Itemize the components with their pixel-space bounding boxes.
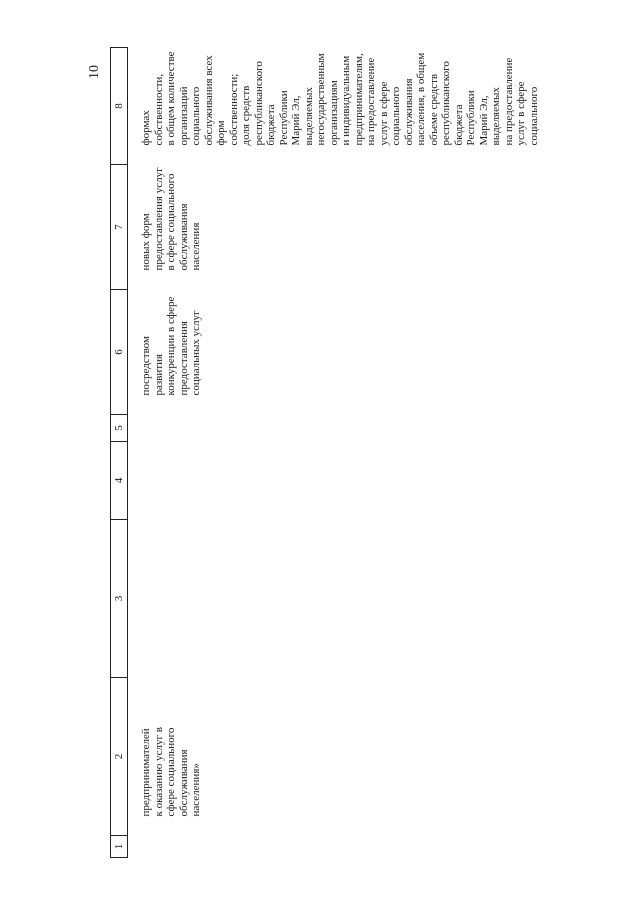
column-header-4: 4 bbox=[111, 442, 128, 520]
cell-line: конкуренции в сфере bbox=[165, 296, 177, 396]
cell-line: на предоставление bbox=[365, 57, 377, 146]
column-header-8: 8 bbox=[111, 48, 128, 165]
cell-line: организациям bbox=[327, 80, 340, 146]
cell-line: социальных услуг bbox=[190, 310, 202, 396]
cell-line: предоставления услуг bbox=[152, 167, 165, 271]
cell-line: республиканского bbox=[440, 61, 452, 146]
cell-line: бюджета Республики bbox=[452, 90, 477, 146]
cell-line: предпринимателей bbox=[140, 728, 152, 817]
cell-line: собственности, bbox=[152, 73, 165, 146]
cell-line: социального bbox=[390, 86, 402, 146]
cell-line: новых форм bbox=[140, 213, 152, 271]
cell-line: на предоставление bbox=[502, 57, 515, 146]
cell-line: доля средств bbox=[240, 85, 252, 146]
column-header-6: 6 bbox=[111, 290, 128, 415]
cell-line: обслуживания bbox=[177, 203, 190, 271]
column-header-2: 2 bbox=[111, 678, 128, 836]
cell-col-2 bbox=[128, 678, 541, 836]
page-number: 10 bbox=[87, 65, 102, 79]
cell-line: Марий Эл, bbox=[290, 95, 302, 146]
cell-line: обслуживания bbox=[402, 78, 415, 146]
cell-line: развития bbox=[152, 353, 165, 396]
column-header-5: 5 bbox=[111, 415, 128, 442]
cell-line: к оказанию услуг в bbox=[152, 727, 165, 817]
cell-line: негосударственным bbox=[315, 53, 327, 146]
cell-line: и индивидуальным bbox=[340, 55, 352, 146]
cell-line: формах bbox=[140, 110, 152, 146]
cell-line: Марий Эл, bbox=[477, 95, 490, 146]
cell-line: в общем количестве bbox=[165, 51, 177, 146]
cell-line: форм собственности; bbox=[215, 73, 240, 146]
cell-line: услуг в сфере bbox=[377, 81, 390, 146]
column-header-1: 1 bbox=[111, 836, 128, 858]
column-header-7: 7 bbox=[111, 165, 128, 290]
data-table bbox=[110, 47, 540, 858]
column-header-3: 3 bbox=[111, 520, 128, 678]
cell-line: социального bbox=[190, 86, 202, 146]
cell-col-6 bbox=[128, 290, 541, 415]
cell-line: предпринимателям, bbox=[352, 53, 365, 146]
cell-line: населения bbox=[190, 222, 202, 271]
cell-col-7 bbox=[128, 165, 541, 290]
cell-line: социального bbox=[527, 86, 540, 146]
cell-col-1 bbox=[128, 836, 541, 858]
cell-line: обслуживания bbox=[177, 749, 190, 817]
cell-col-5 bbox=[128, 415, 541, 442]
cell-line: услуг в сфере bbox=[515, 81, 527, 146]
table-sheet bbox=[110, 48, 580, 858]
cell-line: выделяемых bbox=[302, 87, 315, 146]
table-row bbox=[128, 48, 541, 858]
cell-line: бюджета Республики bbox=[265, 90, 290, 146]
cell-line: организаций bbox=[177, 86, 190, 146]
cell-col-3 bbox=[128, 520, 541, 678]
cell-line: населения, в общем bbox=[415, 52, 427, 146]
cell-col-8 bbox=[128, 48, 541, 165]
cell-line: предоставления bbox=[177, 321, 190, 396]
cell-line: в сфере социального bbox=[165, 173, 177, 271]
cell-line: республиканского bbox=[252, 61, 265, 146]
cell-line: посредством bbox=[140, 336, 152, 396]
cell-line: обслуживания всех bbox=[202, 55, 215, 146]
cell-line: выделяемых bbox=[490, 87, 502, 146]
cell-line: объеме средств bbox=[427, 73, 440, 146]
cell-col-4 bbox=[128, 442, 541, 520]
column-number-row bbox=[111, 48, 128, 858]
cell-line: сфере социального bbox=[165, 727, 177, 817]
cell-line: населения» bbox=[190, 763, 202, 817]
